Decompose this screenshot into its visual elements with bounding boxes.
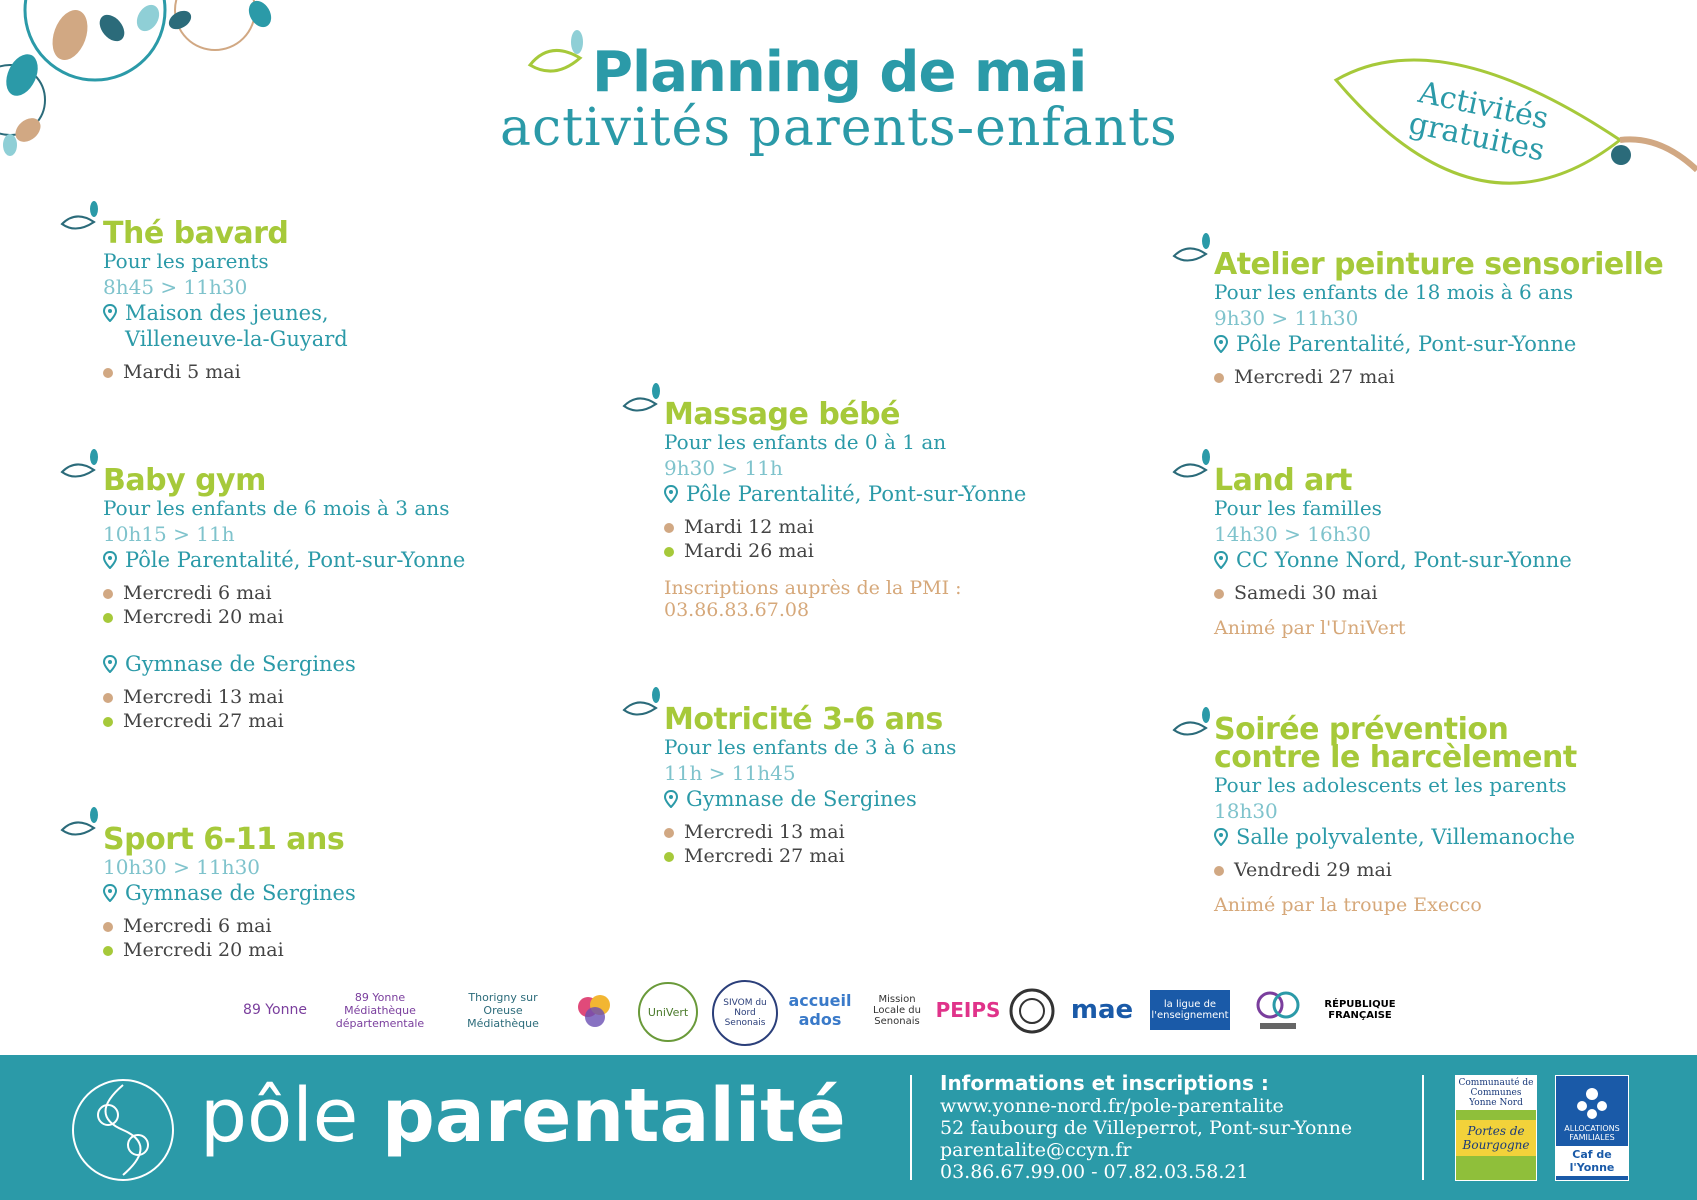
info-phones: 03.86.67.99.00 - 07.82.03.58.21 — [940, 1161, 1249, 1183]
partner-logo-college-icon — [1250, 985, 1306, 1035]
activity-massage — [664, 397, 1144, 621]
badge-text: Activités gratuites — [1405, 75, 1552, 169]
activity-title: Atelier peinture sensorielle — [1214, 247, 1664, 282]
partner-logo-univert: UniVert — [638, 982, 698, 1042]
activity-place: Pôle Parentalité, Pont-sur-Yonne — [1214, 331, 1694, 357]
location-pin-icon — [664, 790, 678, 808]
activity-leaf-icon — [60, 448, 100, 482]
partner-logo-yonne: 89 Yonne — [243, 1002, 307, 1018]
activity-audience: Pour les enfants de 0 à 1 an — [664, 430, 947, 454]
date-dot-icon — [103, 693, 113, 703]
footer-divider — [1422, 1075, 1424, 1180]
activity-title: Motricité 3-6 ans — [664, 702, 943, 737]
activity-date: Mercredi 20 mai — [103, 605, 603, 629]
activity-leaf-icon — [60, 806, 100, 840]
caf-line-1: ALLOCATIONS FAMILIALES — [1564, 1124, 1620, 1142]
activity-title: Thé bavard — [103, 216, 289, 251]
activity-time: 9h30 > 11h — [664, 456, 783, 480]
page-title: Planning de mai — [592, 40, 1087, 105]
activity-title: Land art — [1214, 463, 1353, 498]
activity-date: Mardi 5 mai — [103, 360, 583, 384]
date-dot-icon — [664, 852, 674, 862]
activity-time: 8h45 > 11h30 — [103, 275, 248, 299]
date-dot-icon — [103, 589, 113, 599]
activity-title-line-1: Soirée prévention — [1214, 712, 1509, 747]
registration-note: Inscriptions auprès de la PMI : — [664, 577, 962, 599]
activity-place: Pôle Parentalité, Pont-sur-Yonne — [103, 547, 603, 573]
activity-audience: Pour les enfants de 18 mois à 6 ans — [1214, 280, 1574, 304]
date-dot-icon — [664, 523, 674, 533]
activity-soiree — [1214, 712, 1694, 916]
date-dot-icon — [1214, 589, 1224, 599]
location-pin-icon — [1214, 828, 1228, 846]
footer-divider — [910, 1075, 912, 1180]
activity-baby-gym — [103, 463, 603, 733]
activity-audience: Pour les enfants de 6 mois à 3 ans — [103, 496, 450, 520]
partner-logo-ligue: la ligue de l'enseignement — [1150, 990, 1230, 1030]
activity-place: Salle polyvalente, Villemanoche — [1214, 824, 1694, 850]
activity-place: CC Yonne Nord, Pont-sur-Yonne — [1214, 547, 1694, 573]
activity-date: Mercredi 6 mai — [103, 914, 583, 938]
date-dot-icon — [664, 547, 674, 557]
activity-time: 10h15 > 11h — [103, 522, 235, 546]
activity-audience: Pour les enfants de 3 à 6 ans — [664, 735, 957, 759]
partner-logo-thorigny: Thorigny sur Oreuse Médiathèque — [467, 990, 539, 1030]
activity-date: Mercredi 27 mai — [1214, 365, 1694, 389]
info-address: 52 faubourg de Villeperrot, Pont-sur-Yonne — [940, 1117, 1353, 1139]
date-dot-icon — [103, 922, 113, 932]
title-leaf-icon — [525, 30, 585, 80]
date-dot-icon — [664, 828, 674, 838]
logo-cc-yonne-nord — [1455, 1075, 1537, 1181]
cc-tagline: Portes de Bourgogne — [1456, 1120, 1536, 1156]
logo-caf — [1555, 1075, 1629, 1181]
footer-brand — [200, 1073, 846, 1159]
activity-time: 14h30 > 16h30 — [1214, 522, 1372, 546]
activity-date: Mercredi 20 mai — [103, 938, 583, 962]
date-dot-icon — [103, 613, 113, 623]
activity-date: Mercredi 13 mai — [664, 820, 1144, 844]
partner-logo-mission-locale: Mission Locale du Senonais — [873, 993, 921, 1027]
cc-name: Communauté de Communes Yonne Nord — [1456, 1076, 1536, 1110]
activity-time: 9h30 > 11h30 — [1214, 306, 1359, 330]
location-pin-icon — [103, 655, 117, 673]
partner-logo-sivom: SIVOM du Nord Senonais — [712, 980, 778, 1046]
location-pin-icon — [1214, 551, 1228, 569]
activity-leaf-icon — [60, 200, 100, 234]
activity-audience: Pour les adolescents et les parents — [1214, 773, 1567, 797]
date-dot-icon — [103, 717, 113, 727]
date-dot-icon — [103, 368, 113, 378]
activity-place: Gymnase de Sergines — [103, 880, 583, 906]
activity-audience: Pour les parents — [103, 249, 269, 273]
pole-parentalite-logo-icon — [68, 1075, 178, 1185]
page-subtitle: activités parents-enfants — [500, 98, 1178, 158]
location-pin-icon — [103, 551, 117, 569]
location-pin-icon — [103, 884, 117, 902]
partner-logo-mae: mae — [1070, 995, 1134, 1025]
activity-title: Massage bébé — [664, 397, 900, 432]
activity-date: Mercredi 13 mai — [103, 685, 603, 709]
footer-info — [940, 1071, 1420, 1183]
activity-land-art — [1214, 463, 1694, 639]
decorative-leaves — [0, 0, 290, 160]
activity-leaf-icon — [1172, 448, 1212, 482]
brand-bold: parentalité — [381, 1073, 846, 1159]
activity-leaf-icon — [622, 382, 662, 416]
date-dot-icon — [1214, 373, 1224, 383]
activity-date: Samedi 30 mai — [1214, 581, 1694, 605]
animator-note: Animé par la troupe Execco — [1214, 894, 1482, 916]
registration-phone: 03.86.83.67.08 — [664, 599, 810, 621]
activity-title: Sport 6-11 ans — [103, 822, 345, 857]
partner-logo-mediatheque: 89 Yonne Médiathèque départementale — [335, 990, 425, 1030]
activity-date: Mardi 26 mai — [664, 539, 1144, 563]
activity-date: Vendredi 29 mai — [1214, 858, 1694, 882]
date-dot-icon — [103, 946, 113, 956]
info-website[interactable]: www.yonne-nord.fr/pole-parentalite — [940, 1095, 1284, 1117]
activity-date: Mercredi 6 mai — [103, 581, 603, 605]
info-email[interactable]: parentalite@ccyn.fr — [940, 1139, 1132, 1161]
activity-time: 10h30 > 11h30 — [103, 855, 261, 879]
activity-time: 11h > 11h45 — [664, 761, 796, 785]
date-dot-icon — [1214, 866, 1224, 876]
location-pin-icon — [1214, 335, 1228, 353]
animator-note: Animé par l'UniVert — [1214, 617, 1406, 639]
activity-leaf-icon — [1172, 232, 1212, 266]
info-title: Informations et inscriptions : — [940, 1071, 1269, 1095]
activity-sport — [103, 822, 583, 962]
place-line-1: Maison des jeunes, — [125, 301, 329, 325]
activity-time: 18h30 — [1214, 799, 1278, 823]
partner-logo-hands-icon — [570, 985, 620, 1035]
partner-logo-accueil-ados: accueil ados — [788, 991, 852, 1029]
brand-light: pôle — [200, 1073, 382, 1159]
partner-logo-republique: RÉPUBLIQUE FRANÇAISE — [1324, 999, 1396, 1021]
activity-leaf-icon — [1172, 706, 1212, 740]
activity-title-line-2: contre le harcèlement — [1214, 740, 1577, 775]
activity-atelier — [1214, 247, 1694, 389]
activity-date: Mercredi 27 mai — [664, 844, 1144, 868]
activity-date: Mercredi 27 mai — [103, 709, 603, 733]
activity-title: Baby gym — [103, 463, 266, 498]
activity-place: Gymnase de Sergines — [103, 651, 603, 677]
activity-place: Pôle Parentalité, Pont-sur-Yonne — [664, 481, 1144, 507]
footer-bar — [0, 1055, 1697, 1200]
caf-emblem-icon — [1572, 1082, 1612, 1122]
activity-place — [103, 300, 583, 352]
activity-audience: Pour les familles — [1214, 496, 1382, 520]
caf-line-2: Caf de l'Yonne — [1556, 1146, 1628, 1176]
activity-place: Gymnase de Sergines — [664, 786, 1144, 812]
place-line-2: Villeneuve-la-Guyard — [125, 327, 348, 351]
activity-date: Mardi 12 mai — [664, 515, 1144, 539]
activity-motricite — [664, 702, 1144, 868]
activity-leaf-icon — [622, 686, 662, 720]
location-pin-icon — [664, 485, 678, 503]
partner-logo-seal-icon — [1008, 987, 1056, 1035]
location-pin-icon — [103, 304, 117, 322]
partner-logo-peips: PEIPS — [935, 998, 1001, 1022]
activity-the-bavard — [103, 216, 583, 384]
